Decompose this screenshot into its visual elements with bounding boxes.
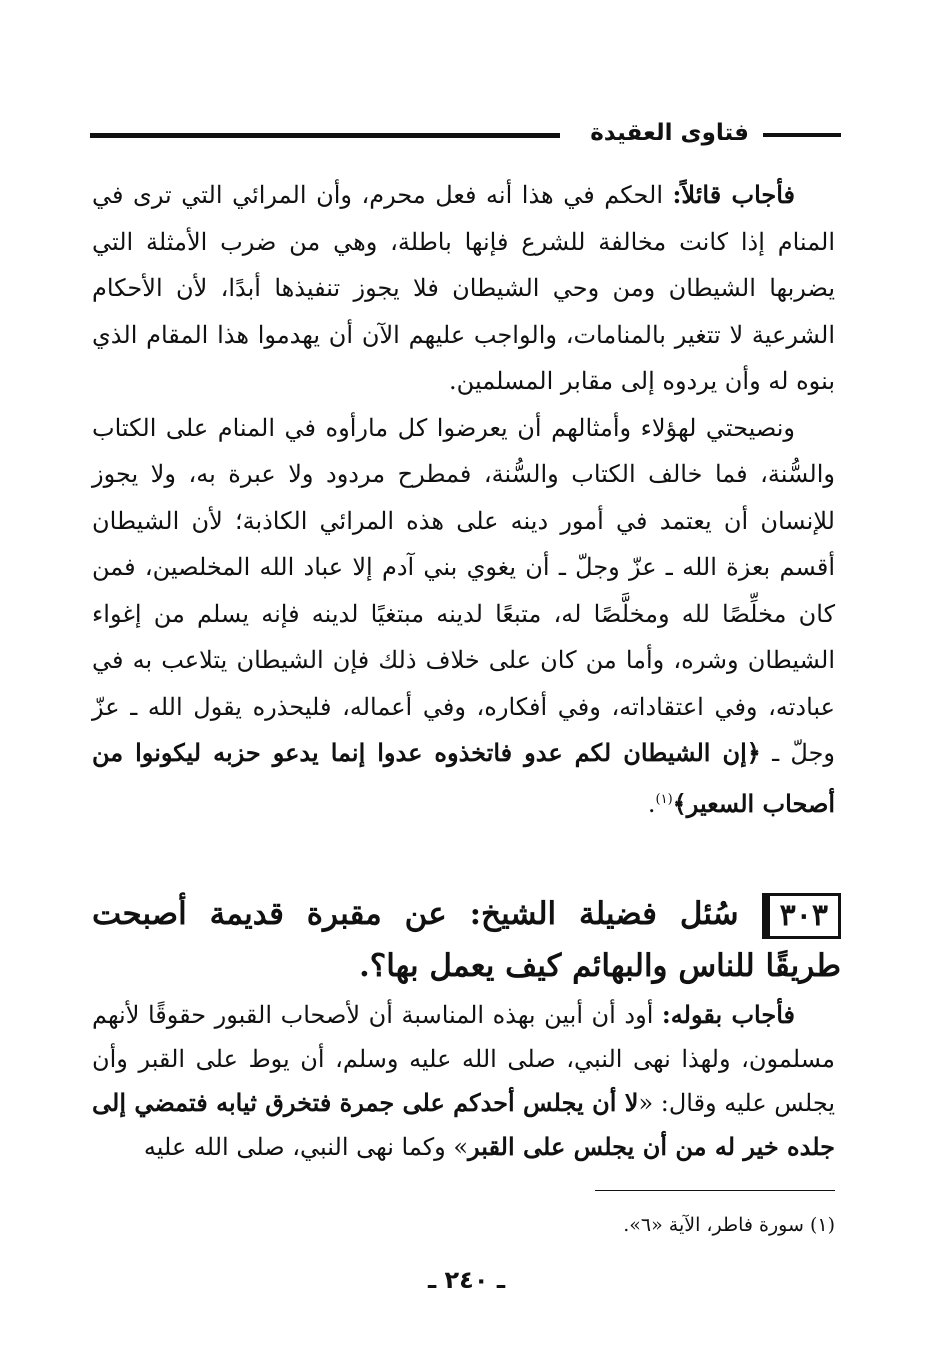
page-number: ـ ٢٤٠ ـ <box>427 1266 506 1294</box>
running-header <box>90 118 841 148</box>
footnote-divider <box>595 1190 835 1191</box>
footnote: (١) سورة فاطر، الآية «٦». <box>623 1214 835 1236</box>
paragraph-1 <box>92 172 835 405</box>
paragraph-2-end: . <box>647 789 656 818</box>
question-number: ٣٠٣ <box>767 893 841 939</box>
paragraph-2-text: ونصيحتي لهؤلاء وأمثالهم أن يعرضوا كل مارأوه في المنام على الكتاب والسُّنة، فما خالف الكتاب والسُّنة، فمطرح مردود ولا عبرة به، ولا يجوز للإنسان أن يعتمد في أمور دينه على هذه المرائي الكاذبة؛ لأن الشيطان أقسم بعزة الله ـ عزّ وجلّ ـ أن يغوي بني آدم إلا عباد الله المخلصين، فمن كان مخلِّصًا لله ومخلَّصًا له، متبعًا لدينه مبتغيًا لدينه فإنه يسلم من إغواء الشيطان وشره، وأما من كان على خلاف ذلك فإن الشيطان يتلاعب به في عبادته، وفي اعتقاداته، وفي أفكاره، وفي أعماله، فليحذره يقول الله ـ عزّ وجلّ ـ <box>92 413 836 767</box>
answer-text-1: أود أن أبين بهذه المناسبة أن لأصحاب القبور حقوقًا لأنهم مسلمون، ولهذا نهى النبي، صلى الله عليه وسلم، أن يوط على القبر وأن يجلس عليه وقال: « <box>92 1001 835 1117</box>
quran-quote: ﴿إن الشيطان لكم عدو فاتخذوه عدوا إنما يدعو حزبه ليكونوا من أصحاب السعير﴾ <box>92 738 835 818</box>
main-text <box>92 172 835 827</box>
question-heading <box>92 888 841 992</box>
header-rule-right <box>763 133 841 137</box>
hadith-quote: لا أن يجلس أحدكم على جمرة فتخرق ثيابه فتمضي إلى جلده خير له من أن يجلس على القبر <box>92 1088 835 1161</box>
paragraph-1-text: الحكم في هذا أنه فعل محرم، وأن المرائي التي ترى في المنام إذا كانت مخالفة للشرع فإنها باطلة، وهي من ضرب الأمثلة التي يضربها الشيطان ومن وحي الشيطان فلا يجوز تنفيذها أبدًا، لأن الأحكام الشرعية لا تتغير بالمنامات، والواجب عليهم الآن أن يهدموا هذا المقام الذي بنوه له وأن يردوه إلى مقابر المسلمين. <box>92 181 835 395</box>
header-title: فتاوى العقيدة <box>590 120 749 146</box>
answer-paragraph <box>92 993 835 1169</box>
footnote-ref: (١) <box>655 791 673 807</box>
header-rule-left <box>90 133 560 138</box>
answer-text-2: » وكما نهى النبي، صلى الله عليه <box>143 1133 469 1161</box>
question-text: سُئل فضيلة الشيخ: عن مقبرة قديمة أصبحت طريقًا للناس والبهائم كيف يعمل بها؟. <box>92 896 841 984</box>
answer-text <box>92 993 835 1169</box>
answer-lead: فأجاب قائلاً: <box>672 180 795 209</box>
answer-lead-2: فأجاب بقوله: <box>661 1000 795 1029</box>
paragraph-2 <box>92 405 835 828</box>
